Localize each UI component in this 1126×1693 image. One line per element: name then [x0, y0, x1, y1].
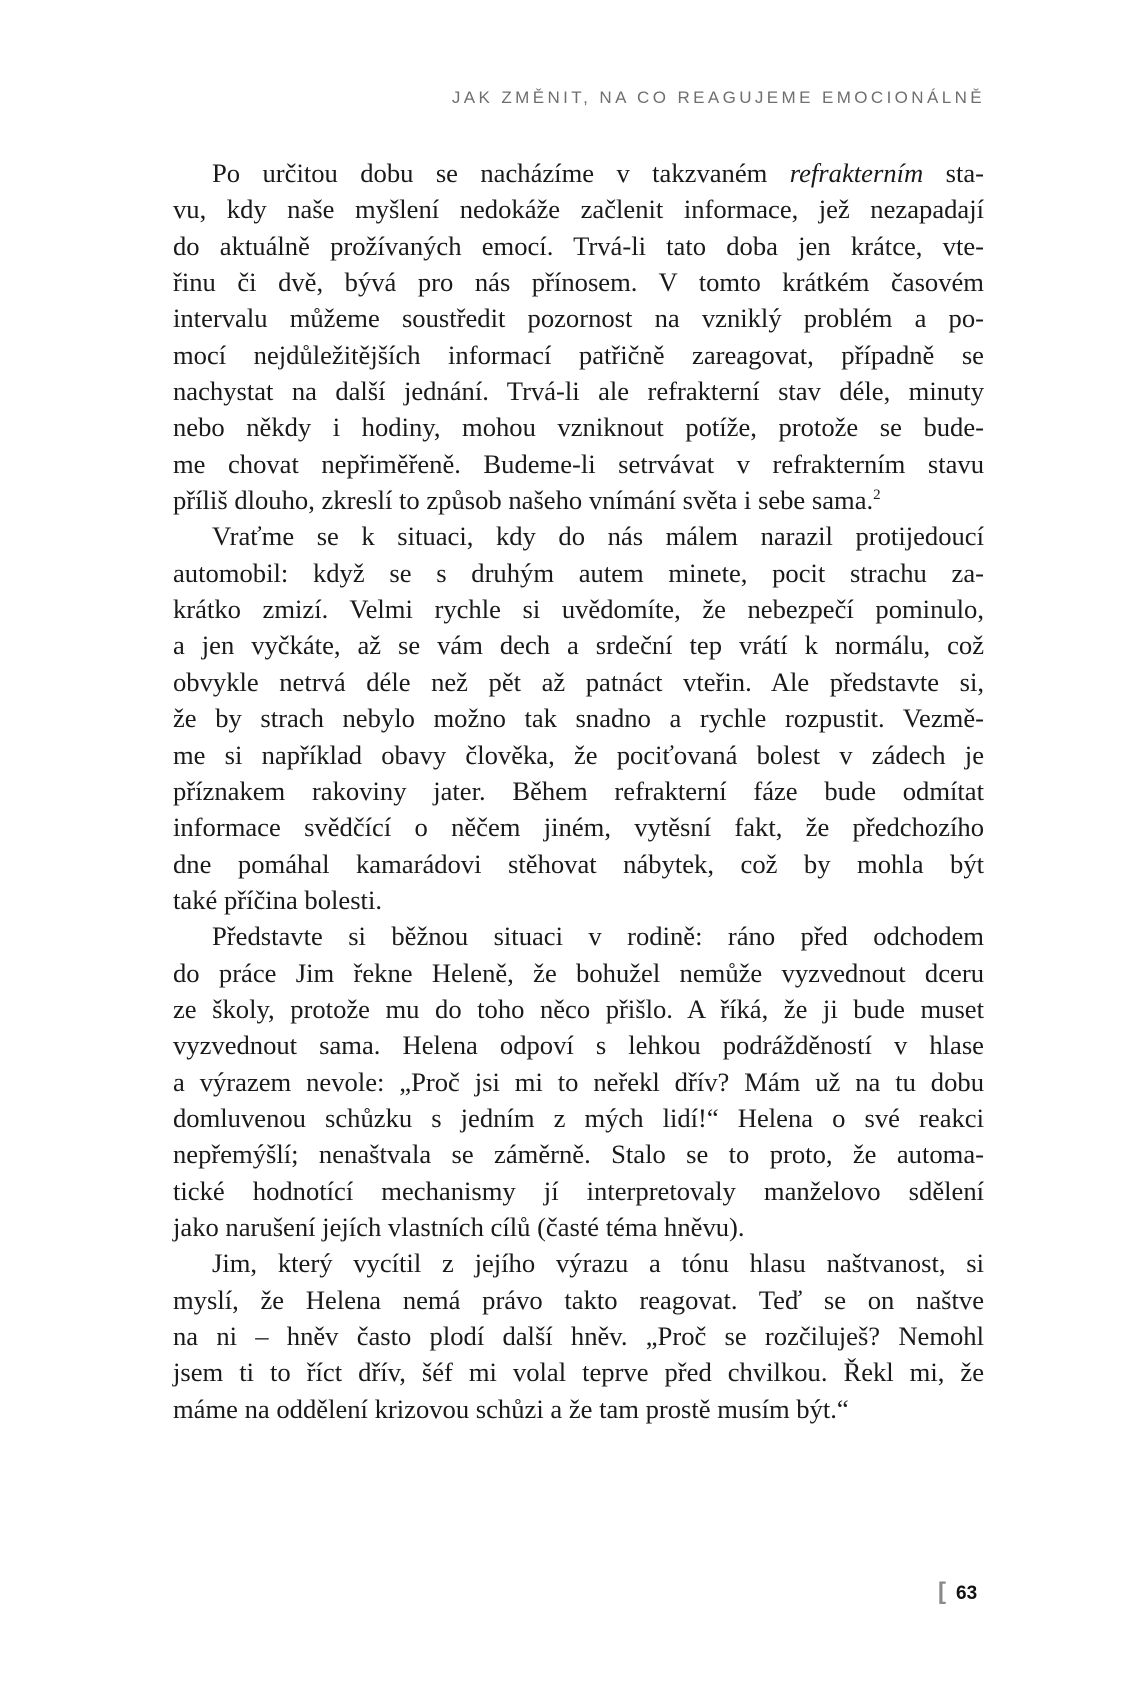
- text-span: Po určitou dobu se nacházíme v takzvaném: [212, 158, 790, 188]
- text-line: vyzvednout sama. Helena odpoví s lehkou podrážděností v hlase: [173, 1030, 984, 1061]
- text-line: řinu či dvě, bývá pro nás přínosem. V tomto krátkém časovém: [173, 267, 984, 298]
- text-span: příliš dlouho, zkreslí to způsob našeho vnímání světa i sebe sama.: [173, 485, 874, 516]
- text-line: automobil: když se s druhým autem minete, pocit strachu za-: [173, 557, 984, 588]
- text-line: ze školy, protože mu do toho něco přišlo. A říká, že ji bude muset: [173, 993, 984, 1024]
- text-line: do aktuálně prožívaných emocí. Trvá-li tato doba jen krátce, vte-: [173, 230, 984, 261]
- text-line: jako narušení jejích vlastních cílů (časté téma hněvu).: [173, 1211, 745, 1242]
- text-line: Jim, který vycítil z jejího výrazu a tónu hlasu naštvanost, si: [212, 1248, 984, 1279]
- text-line: krátko zmizí. Velmi rychle si uvědomíte, že nebezpečí pominulo,: [173, 594, 984, 625]
- text-line: a výrazem nevole: „Proč jsi mi to neřekl dřív? Mám už na tu dobu: [173, 1066, 984, 1097]
- text-line: také příčina bolesti.: [173, 884, 382, 915]
- text-line: intervalu můžeme soustředit pozornost na vzniklý problém a po-: [173, 303, 984, 334]
- text-line: Představte si běžnou situaci v rodině: ráno před odchodem: [212, 921, 984, 952]
- text-line: jsem ti to říct dřív, šéf mi volal teprve před chvilkou. Řekl mi, že: [173, 1357, 984, 1388]
- text-line: domluvenou schůzku s jedním z mých lidí!“ Helena o své reakci: [173, 1102, 984, 1133]
- text-line: [173, 482, 984, 518]
- text-line: obvykle netrvá déle než pět až patnáct vteřin. Ale představte si,: [173, 666, 984, 697]
- text-line: nebo někdy i hodiny, mohou vzniknout potíže, protože se bude-: [173, 412, 984, 443]
- text-line: Vraťme se k situaci, kdy do nás málem narazil protijedoucí: [212, 521, 984, 552]
- text-line: vu, kdy naše myšlení nedokáže začlenit informace, jež nezapadají: [173, 194, 984, 225]
- text-line: mocí nejdůležitějších informací patřičně zareagovat, případně se: [173, 339, 984, 370]
- text-line: informace svědčící o něčem jiném, vytěsní fakt, že předchozího: [173, 812, 984, 843]
- text-span: sta-: [923, 158, 984, 188]
- text-line: dne pomáhal kamarádovi stěhovat nábytek, což by mohla být: [173, 848, 984, 879]
- running-head: JAK ZMĚNIT, NA CO REAGUJEME EMOCIONÁLNĚ: [451, 88, 985, 107]
- text-line: a jen vyčkáte, až se vám dech a srdeční tep vrátí k normálu, což: [173, 630, 984, 661]
- italic-term: refrakterním: [789, 158, 924, 188]
- text-line: me chovat nepřiměřeně. Budeme-li setrvávat v refrakterním stavu: [173, 448, 984, 479]
- text-line: máme na oddělení krizovou schůzi a že tam prostě musím být.“: [173, 1393, 849, 1424]
- text-line: myslí, že Helena nemá právo takto reagovat. Teď se on naštve: [173, 1284, 984, 1315]
- text-line: me si například obavy člověka, že pociťovaná bolest v zádech je: [173, 739, 984, 770]
- text-line: nachystat na další jednání. Trvá-li ale refrakterní stav déle, minuty: [173, 376, 984, 407]
- page-number: [938, 1578, 977, 1606]
- footnote-ref[interactable]: 2: [873, 487, 881, 504]
- bracket-icon: [: [938, 1578, 946, 1605]
- text-line: na ni – hněv často plodí další hněv. „Proč se rozčiluješ? Nemohl: [173, 1321, 984, 1351]
- text-line: do práce Jim řekne Heleně, že bohužel nemůže vyzvednout dceru: [173, 957, 984, 988]
- text-line: že by strach nebylo možno tak snadno a rychle rozpustit. Vezmě-: [173, 703, 984, 734]
- body-text: [173, 155, 984, 1427]
- text-line: [173, 155, 984, 191]
- page-number-value: 63: [956, 1583, 978, 1604]
- text-line: nepřemýšlí; nenaštvala se záměrně. Stalo se to proto, že automa-: [173, 1139, 984, 1170]
- text-line: příznakem rakoviny jater. Během refrakterní fáze bude odmítat: [173, 775, 984, 806]
- text-line: tické hodnotící mechanismy jí interpretovaly manželovo sdělení: [173, 1175, 984, 1206]
